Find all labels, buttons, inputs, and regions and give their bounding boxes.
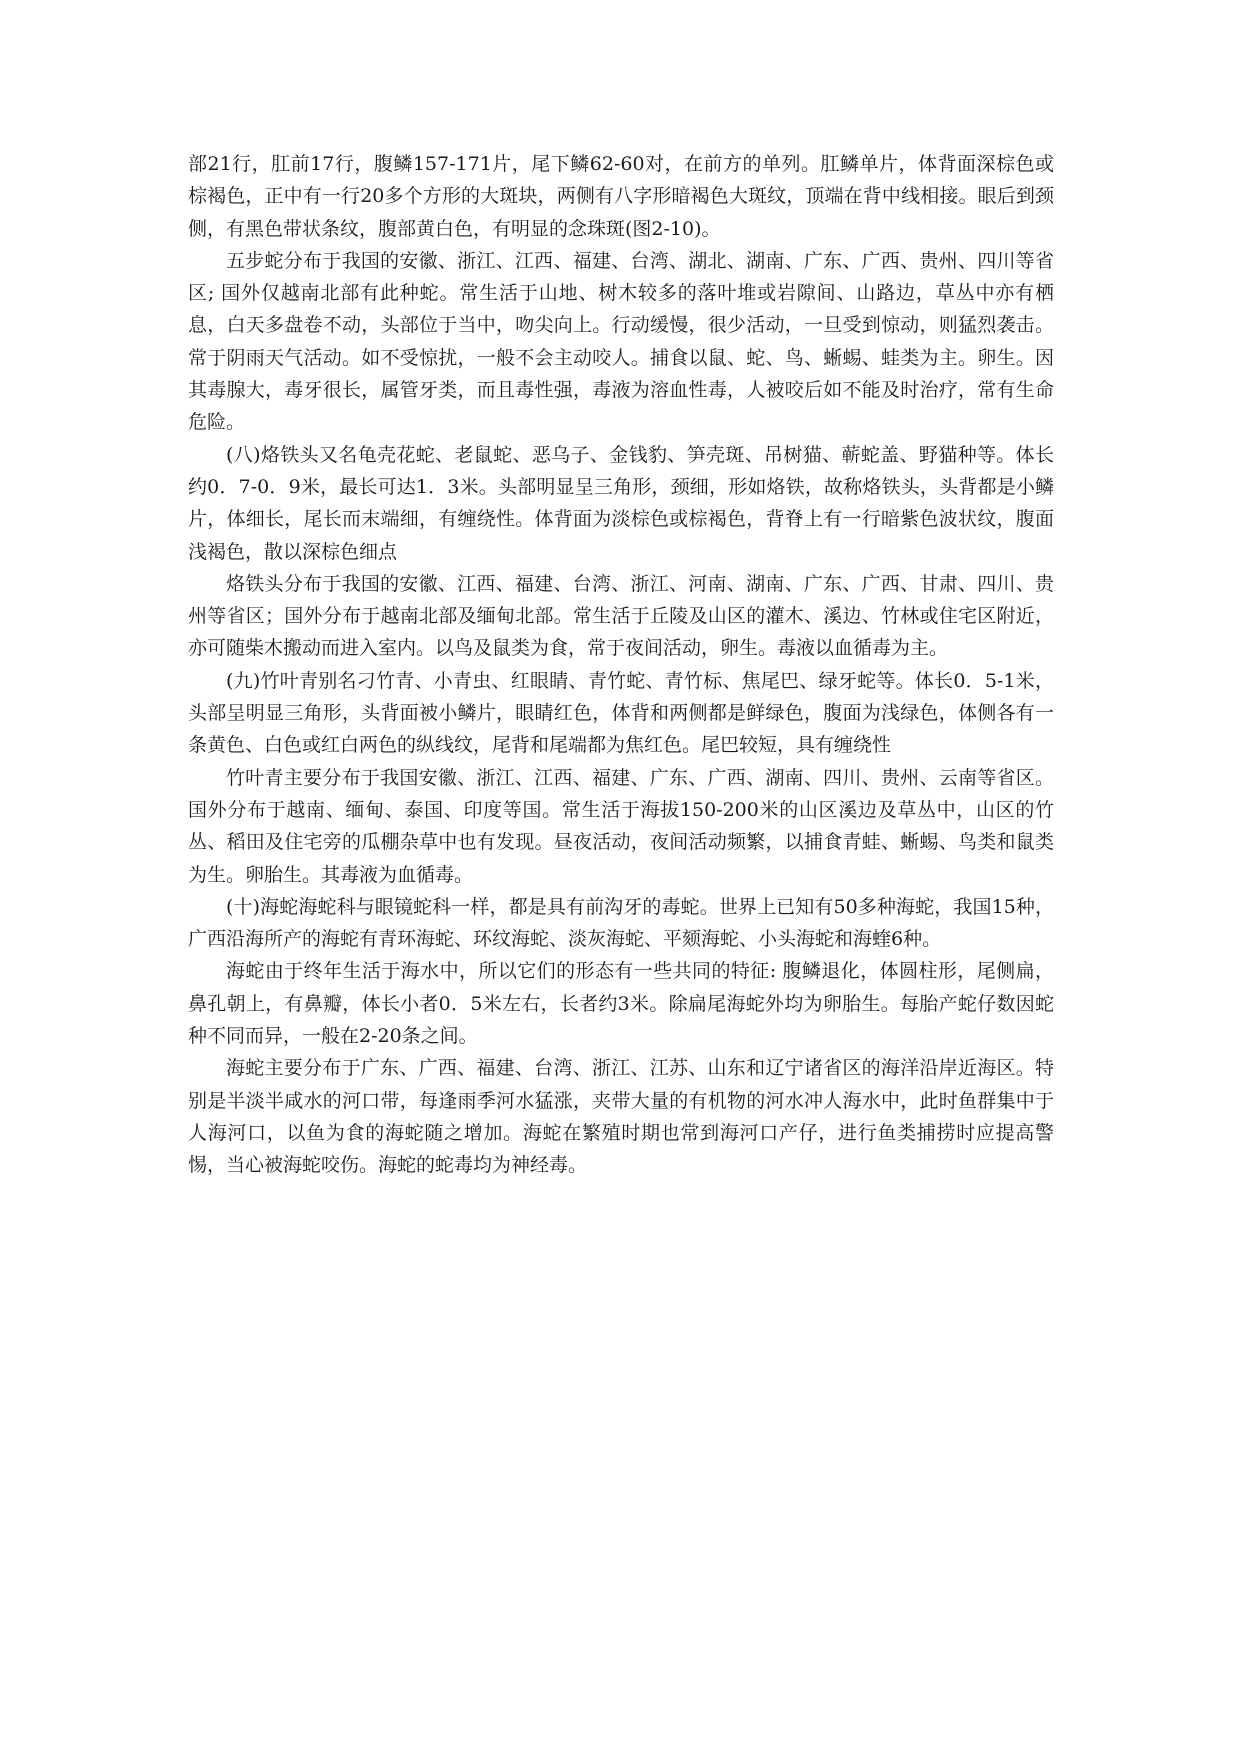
paragraph-haishe-morphology: 海蛇由于终年生活于海水中，所以它们的形态有一些共同的特征: 腹鳞退化，体圆柱形，尾侧扁，鼻孔朝上，有鼻瓣，体长小者0．5米左右，长者约3米。除扁尾海蛇外均为卵胎生。每胎产蛇仔数因蛇种不同而异，一般在2-20条之间。 bbox=[188, 960, 1054, 1048]
paragraph-haishe-intro: (十)海蛇海蛇科与眼镜蛇科一样，都是具有前沟牙的毒蛇。世界上已知有50多种海蛇，我国15种，广西沿海所产的海蛇有青环海蛇、环纹海蛇、淡灰海蛇、平颏海蛇、小头海蛇和海蝰6种。 bbox=[188, 895, 1054, 951]
paragraph-haishe-distribution: 海蛇主要分布于广东、广西、福建、台湾、浙江、江苏、山东和辽宁诸省区的海洋沿岸近海区。特别是半淡半咸水的河口带，每逢雨季河水猛涨，夹带大量的有机物的河水冲人海水中，此时鱼群集中于人海河口，以鱼为食的海蛇随之增加。海蛇在繁殖时期也常到海河口产仔，进行鱼类捕捞时应提高警惕，当心被海蛇咬伤。海蛇的蛇毒均为神经毒。 bbox=[188, 1057, 1054, 1177]
paragraph-zhuyeqing-distribution: 竹叶青主要分布于我国安徽、浙江、江西、福建、广东、广西、湖南、四川、贵州、云南等省区。国外分布于越南、缅甸、泰国、印度等国。常生活于海拔150-200米的山区溪边及草丛中，山区的竹丛、稻田及住宅旁的瓜棚杂草中也有发现。昼夜活动，夜间活动频繁，以捕食青蛙、蜥蜴、鸟类和鼠类为生。卵胎生。其毒液为血循毒。 bbox=[188, 766, 1054, 886]
document-page bbox=[188, 148, 1054, 1182]
paragraph-laotietou-description: (八)烙铁头又名龟壳花蛇、老鼠蛇、恶乌子、金钱豹、笋壳斑、吊树猫、蕲蛇盖、野猫种等。体长约0．7-0．9米，最长可达1．3米。头部明显呈三角形，颈细，形如烙铁，故称烙铁头，头背都是小鳞片，体细长，尾长而末端细，有缠绕性。体背面为淡棕色或棕褐色，背脊上有一行暗紫色波状纹，腹面浅褐色，散以深棕色细点 bbox=[188, 443, 1054, 563]
paragraph-wubu-distribution: 五步蛇分布于我国的安徽、浙江、江西、福建、台湾、湖北、湖南、广东、广西、贵州、四川等省区; 国外仅越南北部有此种蛇。常生活于山地、树木较多的落叶堆或岩隙间、山路边，草丛中亦有栖息，白天多盘卷不动，头部位于当中，吻尖向上。行动缓慢，很少活动，一旦受到惊动，则猛烈袭击。常于阴雨天气活动。如不受惊扰，一般不会主动咬人。捕食以鼠、蛇、鸟、蜥蜴、蛙类为主。卵生。因其毒腺大，毒牙很长，属管牙类，而且毒性强，毒液为溶血性毒，人被咬后如不能及时治疗，常有生命危险。 bbox=[188, 249, 1054, 434]
paragraph-continuation: 部21行，肛前17行，腹鳞157-171片，尾下鳞62-60对，在前方的单列。肛鳞单片，体背面深棕色或棕褐色，正中有一行20多个方形的大斑块，两侧有八字形暗褐色大斑纹，顶端在背中线相接。眼后到颈侧，有黑色带状条纹，腹部黄白色，有明显的念珠斑(图2-10)。 bbox=[188, 153, 1054, 240]
paragraph-laotietou-distribution: 烙铁头分布于我国的安徽、江西、福建、台湾、浙江、河南、湖南、广东、广西、甘肃、四川、贵州等省区；国外分布于越南北部及缅甸北部。常生活于丘陵及山区的灌木、溪边、竹林或住宅区附近，亦可随柴木搬动而进入室内。以鸟及鼠类为食，常于夜间活动，卵生。毒液以血循毒为主。 bbox=[188, 572, 1054, 660]
paragraph-zhuyeqing-description: (九)竹叶青别名刁竹青、小青虫、红眼睛、青竹蛇、青竹标、焦尾巴、绿牙蛇等。体长0．5-1米，头部呈明显三角形，头背面被小鳞片，眼睛红色，体背和两侧都是鲜绿色，腹面为浅绿色，体侧各有一条黄色、白色或红白两色的纵线纹，尾背和尾端都为焦红色。尾巴较短，具有缠绕性 bbox=[188, 669, 1054, 757]
